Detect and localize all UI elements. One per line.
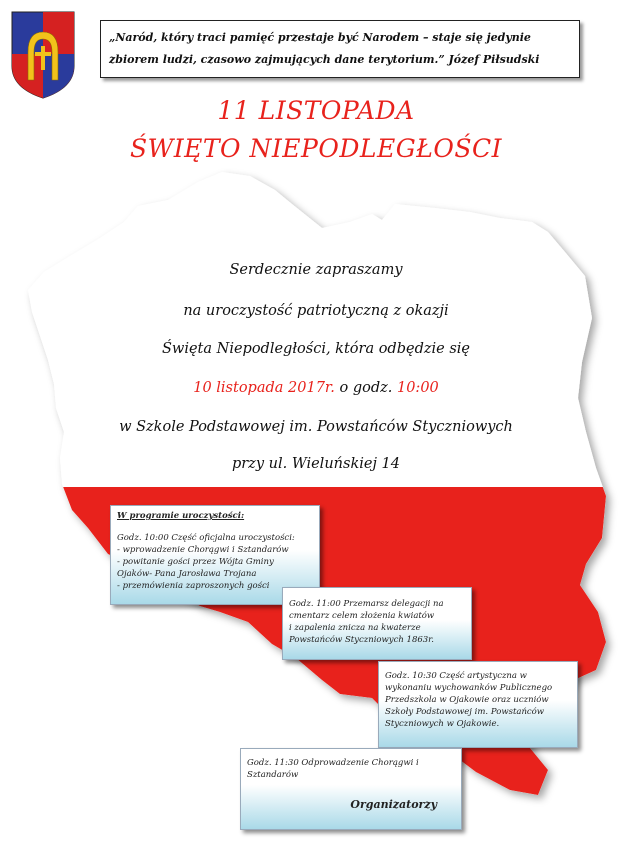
invitation-address: przy ul. Wieluńskiej 14 xyxy=(231,456,401,472)
program-box-closing xyxy=(240,748,462,830)
quote-line-2: zbiorem ludzi, czasowo zajmujących dane terytorium.” Józef Piłsudski xyxy=(109,53,540,66)
program-heading: W programie uroczystości: xyxy=(117,511,245,521)
organizers-signature: Organizatorzy xyxy=(350,798,437,811)
program-line: cmentarz celem złożenia kwiatów xyxy=(289,611,435,621)
coat-of-arms xyxy=(8,8,78,100)
title-date: 11 LISTOPADA xyxy=(217,96,415,125)
event-time-prefix: o godz. xyxy=(339,380,393,396)
program-line: Szkoły Podstawowej im. Powstańców xyxy=(385,707,545,717)
event-date: 10 listopada 2017r. xyxy=(193,380,335,396)
quote-line-1: „Naród, który traci pamięć przestaje być Narodem – staje się jedynie xyxy=(109,31,531,44)
program-line: Godz. 10:30 Część artystyczna w xyxy=(385,671,527,681)
program-box-march xyxy=(282,587,472,660)
program-line: Styczniowych w Ojakowie. xyxy=(385,719,500,729)
program-line: i zapalenia znicza na kwaterze xyxy=(289,623,421,633)
program-line: Powstańców Styczniowych 1863r. xyxy=(289,635,435,645)
program-line: Sztandarów xyxy=(247,770,299,780)
program-line: - przemówienia zaproszonych gości xyxy=(117,581,270,591)
invitation-line-3: Święta Niepodległości, która odbędzie się xyxy=(161,341,470,357)
program-line: Godz. 11:00 Przemarsz delegacji na xyxy=(289,599,444,609)
invitation-venue: w Szkole Podstawowej im. Powstańców Styczniowych xyxy=(119,419,513,435)
program-line: Godz. 11:30 Odprowadzenie Chorągwi i xyxy=(247,758,419,768)
pilsudski-quote-box xyxy=(100,20,580,78)
program-line: - powitanie gości przez Wójta Gminy xyxy=(117,557,274,567)
program-line: wykonaniu wychowanków Publicznego xyxy=(385,683,553,693)
invitation-line-1: Serdecznie zapraszamy xyxy=(229,262,403,278)
invitation-date-line xyxy=(0,380,632,396)
program-line: Przedszkola w Ojakowie oraz uczniów xyxy=(385,695,549,705)
program-box-art xyxy=(378,661,578,748)
program-line: Ojaków- Pana Jarosława Trojana xyxy=(117,569,257,579)
program-line: - wprowadzenie Chorągwi i Sztandarów xyxy=(117,545,289,555)
program-line: Godz. 10:00 Część oficjalna uroczystości: xyxy=(117,533,295,543)
event-time: 10:00 xyxy=(396,380,439,396)
invitation-line-2: na uroczystość patriotyczną z okazji xyxy=(183,303,449,319)
title-holiday: ŚWIĘTO NIEPODLEGŁOŚCI xyxy=(129,134,503,163)
